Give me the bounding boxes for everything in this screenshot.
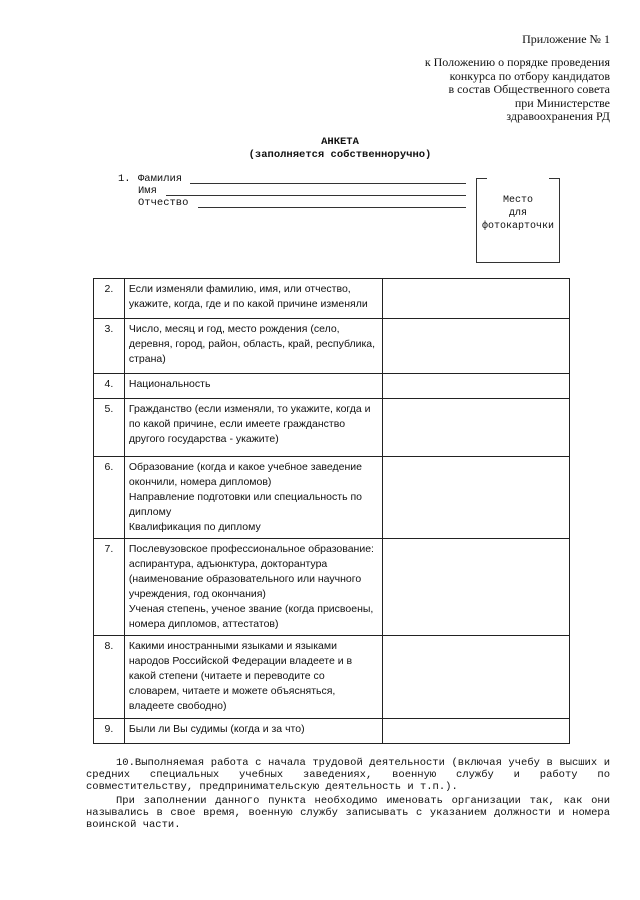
- regulation-line: к Положению о порядке проведения: [424, 55, 610, 69]
- surname-field[interactable]: [190, 173, 466, 184]
- answer-cell[interactable]: [382, 374, 569, 399]
- table-row: [94, 636, 570, 719]
- question-line: Послевузовское профессиональное образование: аспирантура, адъюнктура, докторантура (наименование образовательного или научного учреждения, год окончания): [128, 543, 374, 600]
- table-row: [94, 279, 570, 319]
- answer-cell[interactable]: [382, 319, 569, 374]
- table-row: [94, 719, 570, 744]
- question-text: [124, 636, 382, 719]
- photo-placeholder: [476, 178, 560, 263]
- photo-label-line: для: [508, 208, 527, 219]
- regulation-line: в состав Общественного совета: [448, 82, 610, 97]
- table-row: [94, 399, 570, 457]
- question-number: 9.: [94, 719, 125, 744]
- question-line: Были ли Вы судимы (когда и за что): [128, 723, 305, 735]
- question-text: [124, 319, 382, 374]
- table-row: [94, 374, 570, 399]
- answer-cell[interactable]: [382, 399, 569, 457]
- question-line: Ученая степень, ученое звание (когда присвоены, номера дипломов, аттестатов): [128, 603, 374, 630]
- question-line: Если изменяли фамилию, имя, или отчество, укажите, когда, где и по какой причине изменяли: [128, 283, 368, 310]
- answer-cell[interactable]: [382, 457, 569, 539]
- answer-cell[interactable]: [382, 719, 569, 744]
- appendix-label: Приложение № 1: [522, 32, 610, 46]
- question-number: 2.: [94, 279, 125, 319]
- form-subtitle: (заполняется собственноручно): [248, 149, 432, 161]
- name-label: Имя: [138, 185, 157, 197]
- question-text: [124, 399, 382, 457]
- item-number: 1.: [118, 173, 131, 185]
- instruction-note: При заполнении данного пункта необходимо именовать организации так, как они назывались в свое время, военную службу записывать с указанием должности и номера воинской части.: [86, 795, 610, 831]
- photo-label-line: фотокарточки: [481, 221, 554, 232]
- patronymic-field[interactable]: [198, 197, 466, 208]
- question-text: [124, 457, 382, 539]
- question-number: 7.: [94, 539, 125, 636]
- answer-cell[interactable]: [382, 539, 569, 636]
- question-line: Направление подготовки или специальность по диплому: [128, 491, 362, 518]
- regulation-line: здравоохранения РД: [506, 109, 610, 124]
- table-row: [94, 319, 570, 374]
- question-text: [124, 719, 382, 744]
- question-number: 6.: [94, 457, 125, 539]
- answer-cell[interactable]: [382, 636, 569, 719]
- question-text: [124, 279, 382, 319]
- regulation-line: при Министерстве: [514, 95, 610, 110]
- surname-label: Фамилия: [138, 173, 183, 185]
- question-line: Образование (когда и какое учебное заведение окончили, номера дипломов): [128, 461, 362, 488]
- patronymic-label: Отчество: [138, 197, 189, 209]
- item-10-note: 10.Выполняемая работа с начала трудовой деятельности (включая учебу в высших и средних специальных учебных заведениях, военную службу и работу по совместительству, предпринимательскую деятельность и т.п.).: [86, 757, 610, 793]
- question-line: Национальность: [128, 378, 211, 390]
- question-line: Число, месяц и год, место рождения (село, деревня, город, район, область, край, республика, страна): [128, 323, 376, 365]
- question-line: Гражданство (если изменяли, то укажите, когда и по какой причине, если имеете гражданство другого государства - укажите): [128, 403, 371, 445]
- question-line: Квалификация по диплому: [128, 521, 261, 533]
- questionnaire-table: [93, 278, 570, 744]
- regulation-reference: [425, 56, 610, 124]
- question-number: 4.: [94, 374, 125, 399]
- table-row: [94, 539, 570, 636]
- table-row: [94, 457, 570, 539]
- question-text: [124, 539, 382, 636]
- question-number: 5.: [94, 399, 125, 457]
- photo-label-line: Место: [502, 195, 533, 206]
- question-number: 3.: [94, 319, 125, 374]
- answer-cell[interactable]: [382, 279, 569, 319]
- question-line: Какими иностранными языками и языками народов Российской Федерации владеете и в какой степени (читаете и переводите со словарем, читаете и можете объясняться, владеете свободно): [128, 640, 353, 712]
- name-field[interactable]: [166, 185, 466, 196]
- regulation-line: конкурса по отбору кандидатов: [449, 68, 610, 83]
- form-title: АНКЕТА: [321, 136, 359, 148]
- question-number: 8.: [94, 636, 125, 719]
- question-text: [124, 374, 382, 399]
